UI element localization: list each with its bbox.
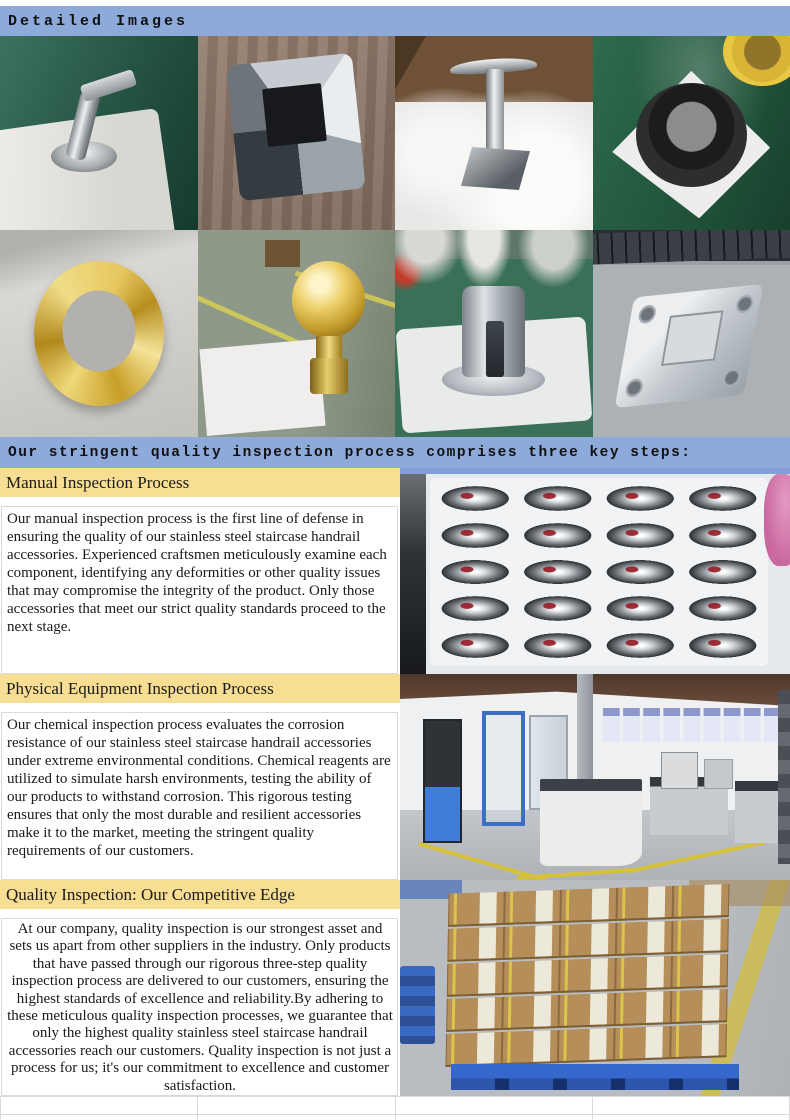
table-cell xyxy=(198,1097,395,1115)
rack-edge xyxy=(778,690,790,863)
section-text-column xyxy=(0,880,400,1096)
test-frame xyxy=(482,711,525,826)
side-bench xyxy=(735,781,782,843)
table-cell xyxy=(592,1097,789,1115)
flange-slot xyxy=(486,321,504,377)
section-heading: Quality Inspection: Our Competitive Edge xyxy=(0,880,400,909)
bolt-hole xyxy=(734,294,754,314)
table-cell xyxy=(1,1097,198,1115)
fitting-row xyxy=(434,482,764,515)
photo-adjustable-support xyxy=(395,36,593,230)
detailed-images-title: Detailed Images xyxy=(8,12,189,30)
fitting-row xyxy=(434,519,764,552)
bolt-hole xyxy=(721,367,741,387)
table-row xyxy=(1,1097,790,1115)
section-paragraph: At our company, quality inspection is our strongest asset and sets us apart from other suppliers in the industry. Only products that have passed through our rigorous three-step quality inspection process are delivered to our customers, ensuring the highest standards of excellence and reliability.By adhering to these meticulous quality inspection processes, we guarantee that only the highest quality stainless steel staircase handrail accessories reach our customers. Quality inspection is not just a process for us; it's our commitment to excellence and customer satisfaction. xyxy=(1,918,398,1096)
bracket-saddle xyxy=(80,69,138,103)
bolt-hole xyxy=(637,304,657,324)
black-flange-ring xyxy=(636,83,747,188)
photo-gold-ring-cover xyxy=(0,230,198,437)
section-paragraph: Our manual inspection process is the first line of defense in ensuring the quality of our stainless steel staircase handrail accessories. Experienced craftsmen meticulously examine each component, identifying any deformities or other quality issues that may compromise the integrity of the product. Only those accessories that meet our strict quality standards proceed to the next stage. xyxy=(1,506,398,674)
table-cell xyxy=(395,1115,592,1120)
quality-process-banner xyxy=(0,437,790,468)
instrument xyxy=(661,752,698,789)
instrument xyxy=(704,759,733,790)
pink-cloth xyxy=(764,474,790,566)
pyramid-cap-top xyxy=(262,84,327,148)
square-flange-plate xyxy=(615,284,764,408)
support-post xyxy=(486,69,504,154)
yellow-tape-roll xyxy=(723,36,790,86)
photo-warehouse-boxes xyxy=(400,880,790,1096)
blue-edge xyxy=(400,468,790,474)
square-flange-hole xyxy=(662,310,724,366)
center-bench xyxy=(540,779,641,866)
photo-handrail-bracket xyxy=(0,36,198,230)
section-quality-edge xyxy=(0,880,790,1096)
photo-chrome-fittings-tray xyxy=(400,468,790,674)
section-text-column xyxy=(0,674,400,880)
section-text-column xyxy=(0,468,400,674)
photo-testing-laboratory xyxy=(400,674,790,880)
gold-ring-hole xyxy=(62,290,135,371)
tensile-testing-machine xyxy=(423,719,462,842)
section-heading: Physical Equipment Inspection Process xyxy=(0,674,400,703)
photo-black-flange xyxy=(593,36,790,230)
foam-tray xyxy=(430,478,768,666)
section-manual-inspection xyxy=(0,468,790,674)
table-cell xyxy=(198,1115,395,1120)
white-paper xyxy=(200,339,326,436)
gold-ball-neck xyxy=(316,336,342,361)
photo-slotted-tube-flange xyxy=(395,230,593,437)
gold-ball xyxy=(292,261,365,338)
table-row xyxy=(1,1115,790,1120)
photo-pyramid-post-cap xyxy=(198,36,396,230)
keyboard xyxy=(593,230,790,265)
bottom-table xyxy=(0,1096,790,1120)
wall-posters xyxy=(603,708,779,742)
cardboard-box xyxy=(265,240,301,267)
carton-stack xyxy=(445,884,729,1067)
gold-ring xyxy=(34,261,164,406)
product-photo-grid xyxy=(0,36,790,437)
table-cell xyxy=(395,1097,592,1115)
dark-floor-edge xyxy=(400,474,426,674)
stacked-blue-pallets xyxy=(400,966,435,1044)
section-paragraph: Our chemical inspection process evaluates the corrosion resistance of our stainless steel staircase handrail accessories under extreme environmental conditions. Chemical reagents are utilized to simulate harsh environments, testing the ability of our products to withstand corrosion. This rigorous testing ensures that only the most durable and resilient accessories make it to the market, meeting the stringent quality requirements of our customers. xyxy=(1,712,398,880)
blue-pallet xyxy=(451,1064,740,1090)
table-cell xyxy=(1,1115,198,1120)
section-heading: Manual Inspection Process xyxy=(0,468,400,497)
photo-gold-ball xyxy=(198,230,396,437)
detailed-images-banner xyxy=(0,6,790,36)
support-base xyxy=(461,146,530,189)
photo-square-base-flange xyxy=(593,230,790,437)
gold-ball-stem xyxy=(310,358,348,393)
fitting-row xyxy=(434,592,764,625)
bolt-hole xyxy=(624,378,644,398)
fitting-row xyxy=(434,629,764,662)
lab-ceiling xyxy=(400,674,790,706)
section-equipment-inspection xyxy=(0,674,790,880)
fitting-row xyxy=(434,556,764,589)
table-cell xyxy=(592,1115,789,1120)
quality-process-title: Our stringent quality inspection process comprises three key steps: xyxy=(8,444,692,461)
